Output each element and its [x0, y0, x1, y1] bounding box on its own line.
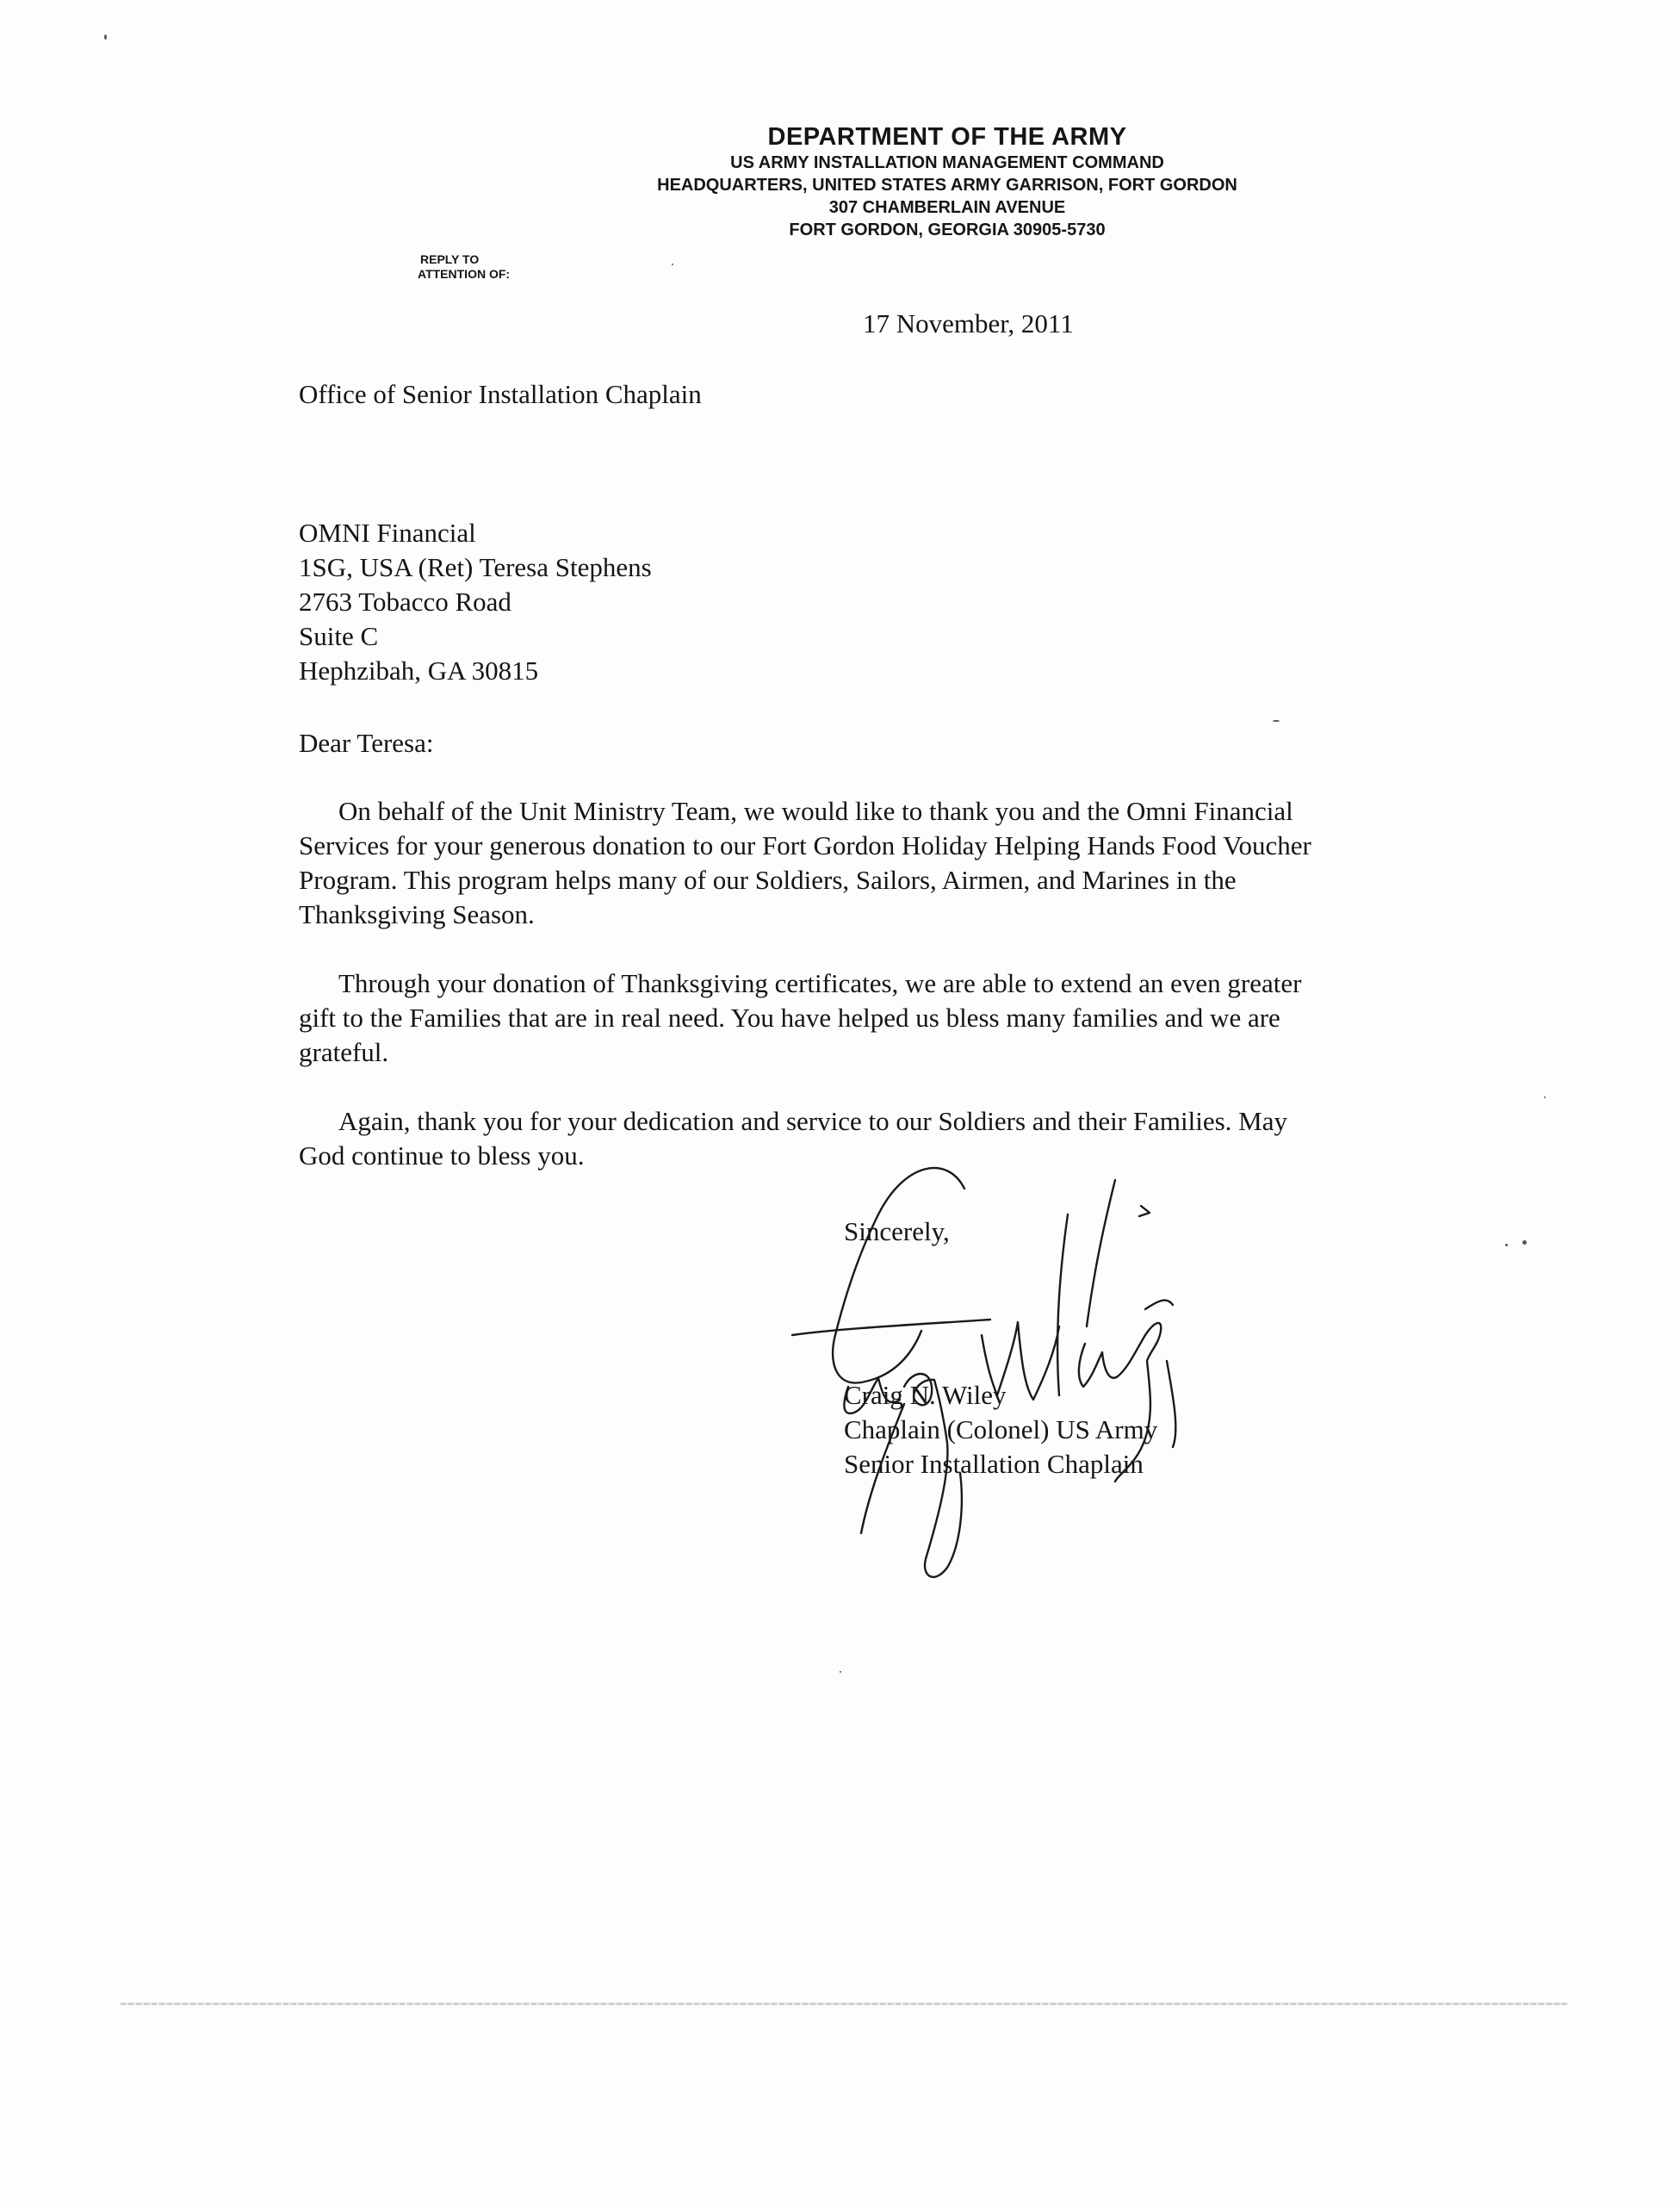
paragraph-line: Through your donation of Thanksgiving certificates, we are able to extend an even greater	[338, 968, 1302, 998]
scan-speck	[1505, 1244, 1508, 1246]
signer-name: Craig N. Wiley	[844, 1380, 1007, 1410]
body-paragraph-2	[299, 966, 1418, 1070]
letterhead-headquarters: HEADQUARTERS, UNITED STATES ARMY GARRISON, FORT GORDON	[657, 176, 1237, 195]
paragraph-line: gift to the Families that are in real need. You have helped us bless many families and we are	[299, 1003, 1280, 1033]
body-paragraph-1	[299, 794, 1418, 932]
recipient-address	[299, 516, 652, 688]
letterhead	[560, 122, 1335, 241]
closing: Sincerely,	[844, 1216, 950, 1246]
letterhead-command: US ARMY INSTALLATION MANAGEMENT COMMAND	[730, 153, 1164, 172]
letterhead-city: FORT GORDON, GEORGIA 30905-5730	[789, 220, 1106, 239]
scan-edge-line	[121, 2003, 1567, 2005]
scan-speck	[840, 1671, 841, 1673]
scan-speck	[1544, 1096, 1546, 1098]
scan-speck	[1273, 720, 1280, 722]
salutation: Dear Teresa:	[299, 728, 434, 758]
recipient-city: Hephzibah, GA 30815	[299, 655, 539, 686]
letter-body	[299, 794, 1418, 1208]
paragraph-line: Again, thank you for your dedication and service to our Soldiers and their Families. May	[338, 1106, 1287, 1136]
paragraph-line: grateful.	[299, 1037, 389, 1067]
paragraph-line: God continue to bless you.	[299, 1140, 585, 1171]
scan-speck	[104, 34, 107, 40]
paragraph-line: On behalf of the Unit Ministry Team, we would like to thank you and the Omni Financial	[338, 796, 1293, 826]
paragraph-line: Thanksgiving Season.	[299, 899, 535, 929]
recipient-street: 2763 Tobacco Road	[299, 587, 511, 617]
signer-title: Chaplain (Colonel) US Army	[844, 1414, 1158, 1444]
letterhead-street: 307 CHAMBERLAIN AVENUE	[828, 198, 1066, 217]
scan-speck	[672, 264, 673, 265]
paragraph-line: Services for your generous donation to our Fort Gordon Holiday Helping Hands Food Voucher	[299, 830, 1311, 860]
attention-of-line: ATTENTION OF:	[418, 267, 511, 281]
letter-date: 17 November, 2011	[863, 308, 1074, 339]
letterhead-title: DEPARTMENT OF THE ARMY	[767, 123, 1127, 151]
recipient-name: 1SG, USA (Ret) Teresa Stephens	[299, 552, 652, 582]
paragraph-line: Program. This program helps many of our Soldiers, Sailors, Airmen, and Marines in the	[299, 865, 1237, 895]
office-line: Office of Senior Installation Chaplain	[299, 379, 702, 409]
scan-speck	[1522, 1240, 1527, 1245]
recipient-suite: Suite C	[299, 621, 379, 651]
signature-block	[844, 1378, 1157, 1481]
body-paragraph-3	[299, 1104, 1418, 1173]
reply-to-label	[418, 252, 510, 282]
reply-to-line: REPLY TO	[420, 252, 480, 266]
recipient-company: OMNI Financial	[299, 518, 476, 548]
signer-position: Senior Installation Chaplain	[844, 1449, 1144, 1479]
